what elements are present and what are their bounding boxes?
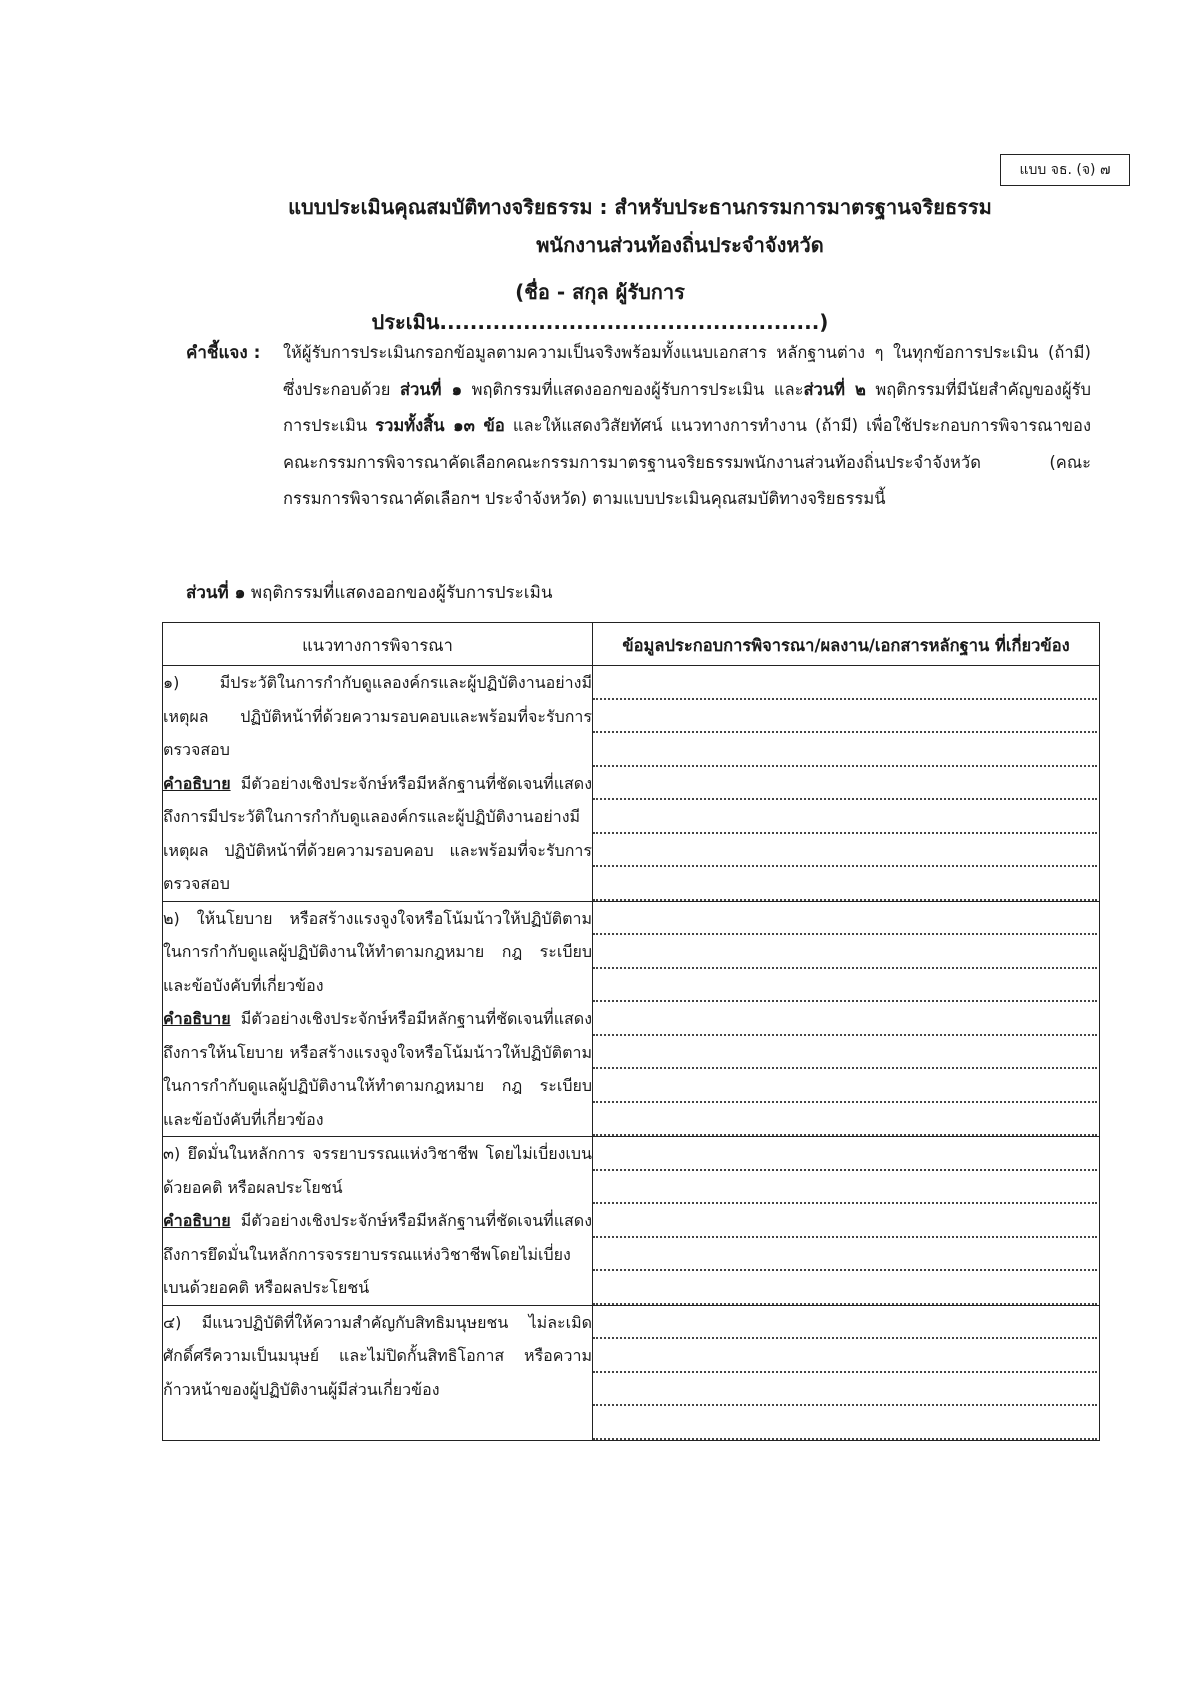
criterion-cell: [163, 666, 593, 902]
part1-title: พฤติกรรมที่แสดงออกของผู้รับการประเมิน: [250, 583, 553, 603]
evidence-line[interactable]: [593, 1137, 1097, 1171]
evaluation-table: [162, 622, 1100, 1441]
criterion-cell: [163, 1305, 593, 1440]
criterion-text: ๔) มีแนวปฏิบัติที่ให้ความสำคัญกับสิทธิมนุษยชน ไม่ละเมิดศักดิ์ศรีความเป็นมนุษย์ และไม่ปิดกั้นสิทธิโอกาส หรือความก้าวหน้าของผู้ปฏิบัติงานผู้มีส่วนเกี่ยวข้อง: [163, 1312, 592, 1399]
form-subtitle: พนักงานส่วนท้องถิ่นประจำจังหวัด: [536, 233, 824, 257]
evidence-line[interactable]: [593, 1339, 1097, 1373]
criterion-cell: [163, 1137, 593, 1306]
instructions-text: [283, 335, 1091, 518]
form-title: แบบประเมินคุณสมบัติทางจริยธรรม : สำหรับประธานกรรมการมาตรฐานจริยธรรม: [288, 195, 992, 219]
part1-label: ส่วนที่ ๑: [186, 583, 246, 603]
evidence-line[interactable]: [593, 935, 1097, 969]
header-criteria: แนวทางการพิจารณา: [163, 623, 593, 666]
evidence-cell[interactable]: [593, 901, 1100, 1137]
evidence-line[interactable]: [593, 800, 1097, 834]
evidence-cell[interactable]: [593, 1305, 1100, 1440]
evidence-line[interactable]: [593, 1271, 1097, 1305]
description-label: คำอธิบาย: [163, 773, 231, 793]
instructions-segment-bold: ส่วนที่ ๑: [400, 379, 463, 399]
criterion-cell: [163, 901, 593, 1137]
part1-heading: [186, 578, 552, 608]
criterion-text: ๓) ยึดมั่นในหลักการ จรรยาบรรณแห่งวิชาชีพ โดยไม่เบี่ยงเบนด้วยอคติ หรือผลประโยชน์: [163, 1144, 592, 1197]
evidence-line[interactable]: [593, 1204, 1097, 1238]
evidence-line[interactable]: [593, 834, 1097, 868]
description-text: มีตัวอย่างเชิงประจักษ์หรือมีหลักฐานที่ชัดเจนที่แสดงถึงการให้นโยบาย หรือสร้างแรงจูงใจหรือโน้มน้าวให้ปฏิบัติตาม ในการกำกับดูแลผู้ปฏิบัติงานให้ทำตามกฎหมาย กฎ ระเบียบ และข้อบังคับที่เกี่ยวข้อง: [163, 1009, 592, 1129]
evidence-line[interactable]: [593, 1103, 1097, 1137]
evidence-line[interactable]: [593, 1373, 1097, 1407]
evidence-cell[interactable]: [593, 1137, 1100, 1306]
header-evidence: ข้อมูลประกอบการพิจารณา/ผลงาน/เอกสารหลักฐาน ที่เกี่ยวข้อง: [593, 623, 1100, 666]
table-row: [163, 666, 1100, 902]
instructions-segment: พฤติกรรมที่มีนัยสำคัญของผู้รับการประเมิน: [283, 379, 1091, 435]
evidence-line[interactable]: [593, 1171, 1097, 1205]
evidence-line[interactable]: [593, 969, 1097, 1003]
instructions-label: คำชี้แจง :: [186, 343, 261, 363]
evidence-cell[interactable]: [593, 666, 1100, 902]
evidence-line[interactable]: [593, 1036, 1097, 1070]
evidence-line[interactable]: [593, 733, 1097, 767]
criterion-text: ๒) ให้นโยบาย หรือสร้างแรงจูงใจหรือโน้มน้าวให้ปฏิบัติตาม ในการกำกับดูแลผู้ปฏิบัติงานให้ทำตามกฎหมาย กฎ ระเบียบ และข้อบังคับที่เกี่ยวข้อง: [163, 908, 592, 995]
evaluatee-name-line: (ชื่อ - สกุล ผู้รับการประเมิน..................................................): [371, 280, 829, 334]
description-text: มีตัวอย่างเชิงประจักษ์หรือมีหลักฐานที่ชัดเจนที่แสดงถึงการยึดมั่นในหลักการจรรยาบรรณแห่งวิชาชีพโดยไม่เบี่ยงเบนด้วยอคติ หรือผลประโยชน์: [163, 1211, 592, 1297]
evidence-line[interactable]: [593, 1306, 1097, 1340]
form-code-box: แบบ จธ. (จ) ๗: [1000, 154, 1130, 186]
evidence-line[interactable]: [593, 1002, 1097, 1036]
evidence-line[interactable]: [593, 1406, 1097, 1440]
table-row: [163, 1305, 1100, 1440]
evidence-line[interactable]: [593, 867, 1097, 901]
description-label: คำอธิบาย: [163, 1211, 231, 1230]
instructions-segment: พฤติกรรมที่แสดงออกของผู้รับการประเมิน และ: [462, 379, 804, 399]
evidence-line[interactable]: [593, 666, 1097, 700]
evidence-line[interactable]: [593, 767, 1097, 801]
evidence-line[interactable]: [593, 1069, 1097, 1103]
table-row: [163, 901, 1100, 1137]
table-header-row: [163, 623, 1100, 666]
instructions-segment: ให้ผู้รับการประเมินกรอกข้อมูลตามความเป็นจริงพร้อมทั้งแนบเอกสาร หลักฐานต่าง ๆ ในทุกข้อการประเมิน (ถ้ามี) ซึ่งประกอบด้วย: [283, 343, 1091, 399]
instructions-segment-bold: ส่วนที่ ๒: [803, 379, 866, 399]
evidence-line[interactable]: [593, 1238, 1097, 1272]
evidence-line[interactable]: [593, 700, 1097, 734]
instructions-segment: และให้แสดงวิสัยทัศน์ แนวทางการทำงาน (ถ้ามี) เพื่อใช้ประกอบการพิจารณาของคณะกรรมการพิจารณาคัดเลือกคณะกรรมการมาตรฐานจริยธรรมพนักงานส่วนท้องถิ่นประจำจังหวัด (คณะกรรมการพิจารณาคัดเลือกฯ ประจำจังหวัด) ตามแบบประเมินคุณสมบัติทางจริยธรรมนี้: [283, 416, 1091, 508]
evidence-line[interactable]: [593, 902, 1097, 936]
description-text: มีตัวอย่างเชิงประจักษ์หรือมีหลักฐานที่ชัดเจนที่แสดงถึงการมีประวัติในการกำกับดูแลองค์กรและผู้ปฏิบัติงานอย่างมีเหตุผล ปฏิบัติหน้าที่ด้วยความรอบคอบ และพร้อมที่จะรับการตรวจสอบ: [163, 773, 592, 893]
criterion-text: ๑) มีประวัติในการกำกับดูแลองค์กรและผู้ปฏิบัติงานอย่างมีเหตุผล ปฏิบัติหน้าที่ด้วยความรอบคอบและพร้อมที่จะรับการตรวจสอบ: [163, 673, 592, 759]
instructions-segment-bold: รวมทั้งสิ้น ๑๓ ข้อ: [375, 416, 505, 435]
table-row: [163, 1137, 1100, 1306]
description-label: คำอธิบาย: [163, 1009, 231, 1028]
